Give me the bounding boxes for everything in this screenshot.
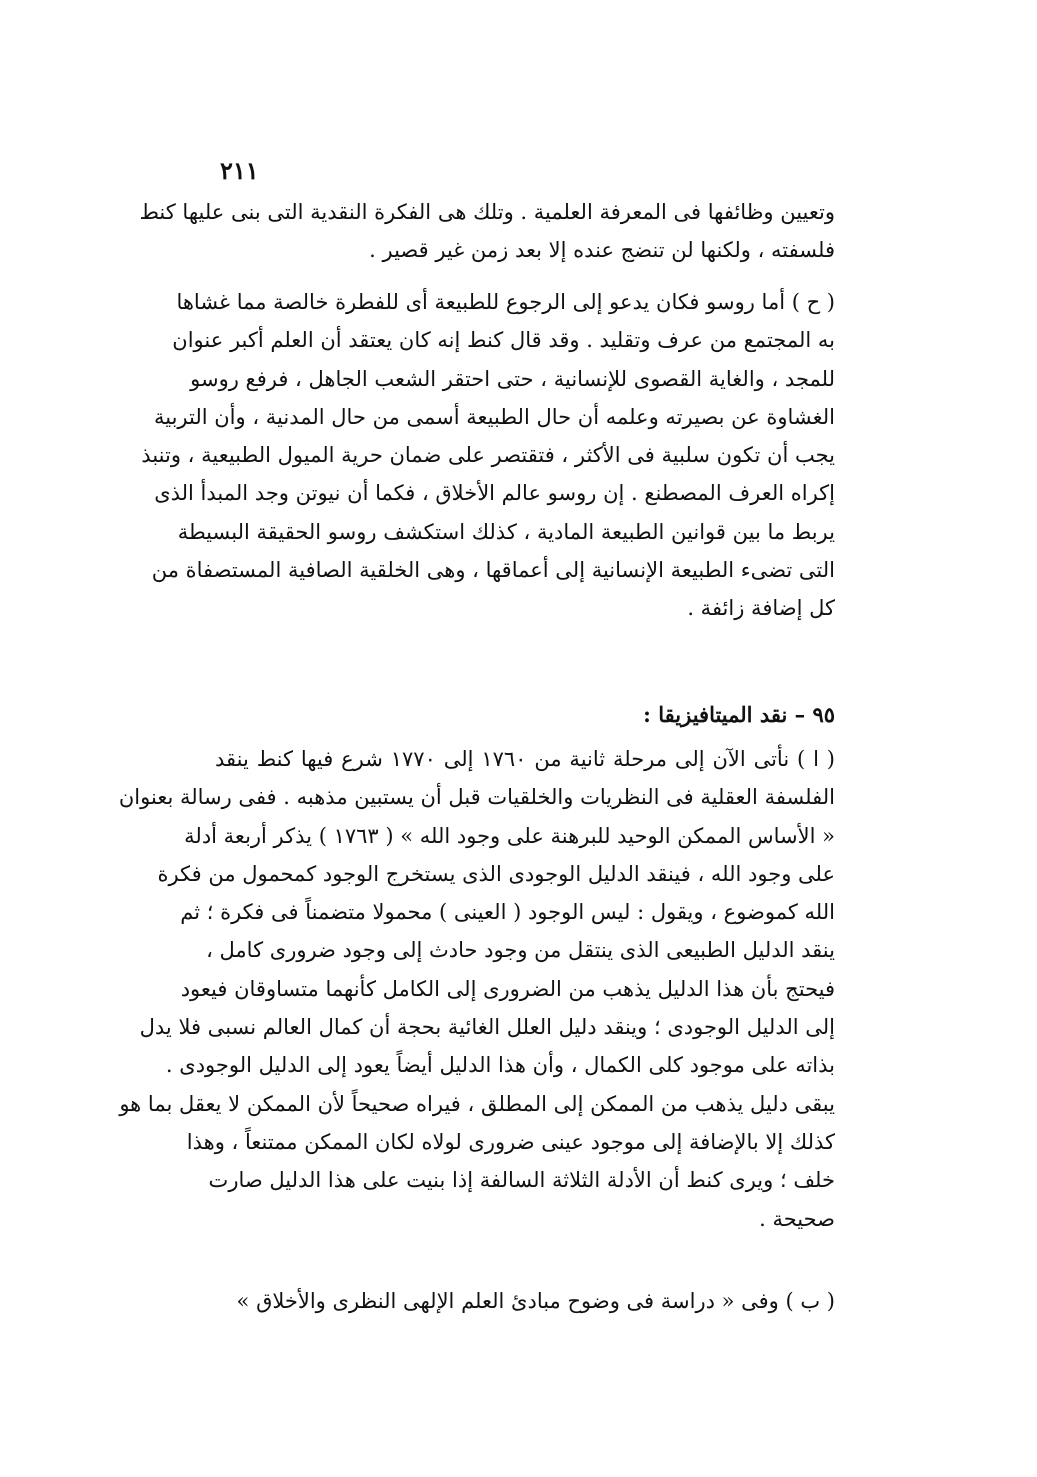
text-line: ينقد الدليل الطبيعى الذى ينتقل من وجود حادث إلى وجود ضرورى كامل ، xyxy=(206,938,835,963)
text-line: للمجد ، والغاية القصوى للإنسانية ، حتى احتقر الشعب الجاهل ، فرفع روسو xyxy=(190,366,835,391)
text-line: الغشاوة عن بصيرته وعلمه أن حال الطبيعة أسمى من حال المدنية ، وأن التربية xyxy=(153,404,835,429)
text-line: يبقى دليل يذهب من الممكن إلى المطلق ، فيراه صحيحاً لأن الممكن لا يعقل بما هو xyxy=(119,1091,835,1116)
text-line: ( ا ) نأتى الآن إلى مرحلة ثانية من ١٧٦٠ إلى ١٧٧٠ شرع فيها كنط ينقد xyxy=(215,747,835,771)
page-number: ٢١١ xyxy=(220,156,259,185)
text-line: بذاته على موجود كلى الكمال ، وأن هذا الدليل أيضاً يعود إلى الدليل الوجودى . xyxy=(165,1053,835,1078)
text-line: صحيحة . xyxy=(759,1206,835,1231)
text-line: ( ب ) وفى « دراسة فى وضوح مبادئ العلم الإلهى النظرى والأخلاق » xyxy=(236,1289,835,1313)
text-line: إلى الدليل الوجودى ؛ وينقد دليل العلل الغائية بحجة أن كمال العالم نسبى فلا يدل xyxy=(139,1015,835,1040)
text-line: على وجود الله ، فينقد الدليل الوجودى الذى يستخرج الوجود كمحمول من فكرة xyxy=(157,861,835,886)
text-line: به المجتمع من عرف وتقليد . وقد قال كنط إنه كان يعتقد أن العلم أكبر عنوان xyxy=(172,328,835,353)
text-line: خلف ؛ ويرى كنط أن الأدلة الثلاثة السالفة إذا بنيت على هذا الدليل صارت xyxy=(208,1168,835,1193)
text-line: وتعيين وظائفها فى المعرفة العلمية . وتلك هى الفكرة النقدية التى بنى عليها كنط xyxy=(139,200,835,224)
text-line: يجب أن تكون سلبية فى الأكثر ، فتقتصر على ضمان حرية الميول الطبيعية ، وتنبذ xyxy=(141,443,835,468)
paragraph-inquiry xyxy=(215,1282,835,1320)
paragraph-kant-critical-idea xyxy=(139,193,835,270)
text-line: فلسفته ، ولكنها لن تنضج عنده إلا بعد زمن غير قصير . xyxy=(369,238,835,263)
text-line: كل إضافة زائفة . xyxy=(687,596,835,621)
paragraph-critique-of-proofs xyxy=(118,740,835,1238)
section-heading: ٩٥ – نقد الميتافيزيقا : xyxy=(643,702,835,727)
text-line: كذلك إلا بالإضافة إلى موجود عينى ضرورى لولاه لكان الممكن ممتنعاً ، وهذا xyxy=(186,1129,835,1154)
text-line: « الأساس الممكن الوحيد للبرهنة على وجود الله » ( ١٧٦٣ ) يذكر أربعة أدلة xyxy=(184,823,835,848)
text-line: إكراه العرف المصطنع . إن روسو عالم الأخلاق ، فكما أن نيوتن وجد المبدأ الذى xyxy=(154,481,835,506)
text-line: ( ح ) أما روسو فكان يدعو إلى الرجوع للطبيعة أى للفطرة خالصة مما غشاها xyxy=(176,290,835,314)
text-line: فيحتج بأن هذا الدليل يذهب من الضرورى إلى الكامل كأنهما متساوقان فيعود xyxy=(180,976,835,1001)
text-line: الفلسفة العقلية فى النظريات والخلقيات قبل أن يستبين مذهبه . ففى رسالة بعنوان xyxy=(118,785,835,810)
paragraph-rousseau xyxy=(141,283,835,628)
text-line: التى تضىء الطبيعة الإنسانية إلى أعماقها ، وهى الخلقية الصافية المستصفاة من xyxy=(151,558,835,583)
text-line: الله كموضوع ، ويقول : ليس الوجود ( العينى ) محمولا متضمناً فى فكرة ؛ ثم xyxy=(180,900,835,925)
text-line: يربط ما بين قوانين الطبيعة المادية ، كذلك استكشف روسو الحقيقة البسيطة xyxy=(177,519,835,544)
